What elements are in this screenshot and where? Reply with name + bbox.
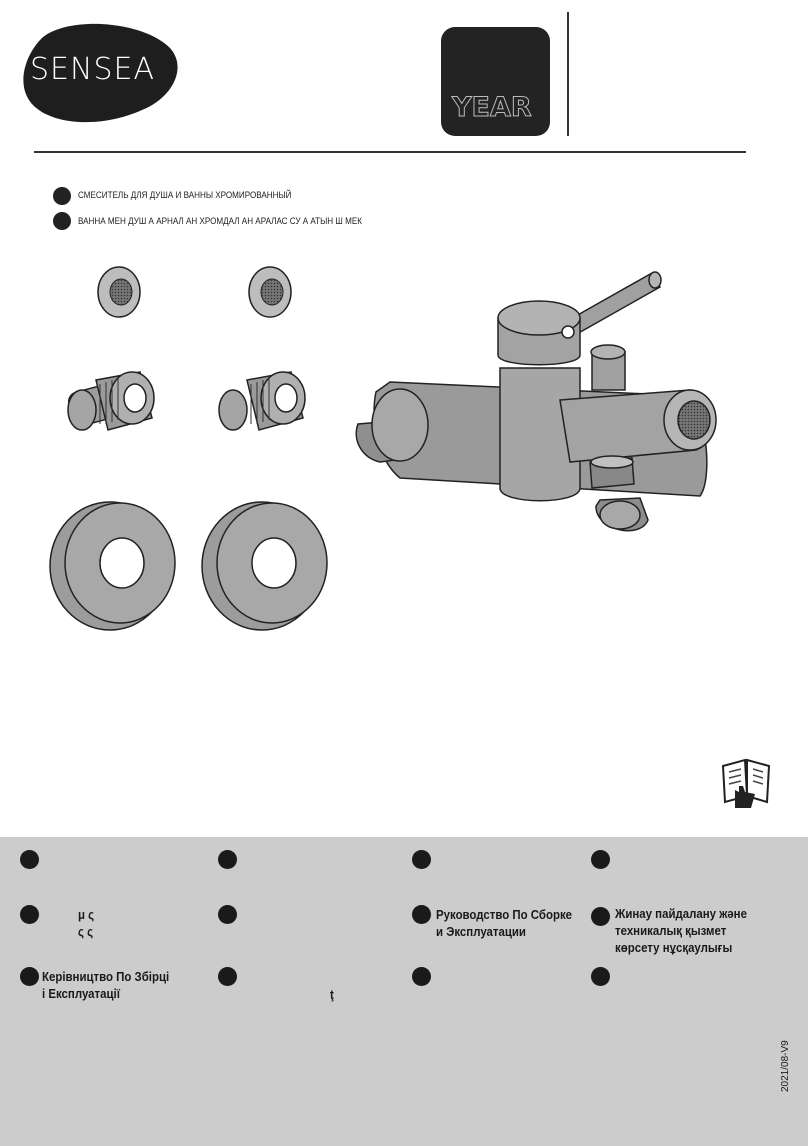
lang-title-greek: μ ς ς ς	[78, 907, 95, 939]
parts-illustration	[0, 250, 808, 650]
lang-bullet-r3c3	[412, 967, 431, 986]
lang-bullet-r3c2	[218, 967, 237, 986]
document-version: 2021/08-V9	[780, 1040, 791, 1092]
header-rule	[34, 151, 746, 153]
filter-washer-left	[98, 267, 140, 317]
lang-title-russian: Руководство По Сборке и Эксплуатации	[436, 907, 573, 939]
lang-bullet-r3c4	[591, 967, 610, 986]
product-title-ru: СМЕСИТЕЛЬ ДЛЯ ДУША И ВАННЫ ХРОМИРОВАННЫЙ	[78, 190, 292, 200]
lang-bullet-r2c4	[591, 907, 610, 926]
lang-title-kazakh: Жинау пайдалану және техникалық қызмет көрсету нұсқаулығы	[615, 906, 747, 955]
lang-bullet-r3c1	[20, 967, 39, 986]
series-name: YEAR	[452, 92, 532, 123]
lang-title-ukrainian: Керівництво По Збірці і Експлуатації	[42, 969, 170, 1001]
lang-bullet-r2c2	[218, 905, 237, 924]
filter-washer-right	[249, 267, 291, 317]
cover-flange-right	[202, 502, 327, 630]
manual-book-hand-icon	[721, 756, 773, 814]
lang-bullet-r2c3	[412, 905, 431, 924]
lang-title-romanian: ţ	[330, 987, 334, 1002]
mixer-faucet	[356, 272, 716, 531]
lang-bullet-r1c2	[218, 850, 237, 869]
lang-bullet-r1c4	[591, 850, 610, 869]
lang-bullet-r1c1	[20, 850, 39, 869]
logo-text: SENSEA	[30, 52, 155, 87]
eccentric-connector-left	[66, 372, 154, 430]
flag-bullet-kz	[53, 212, 71, 230]
product-title-kz: ВАННА МЕН ДУШ А АРНАЛ АН ХРОМДАЛ АН АРАЛАС СУ А АТЫН Ш МЕК	[78, 216, 362, 226]
eccentric-connector-right	[219, 372, 305, 430]
header-divider	[567, 12, 569, 136]
cover-flange-left	[50, 502, 175, 630]
flag-bullet-ru	[53, 187, 71, 205]
lang-bullet-r2c1	[20, 905, 39, 924]
lang-bullet-r1c3	[412, 850, 431, 869]
